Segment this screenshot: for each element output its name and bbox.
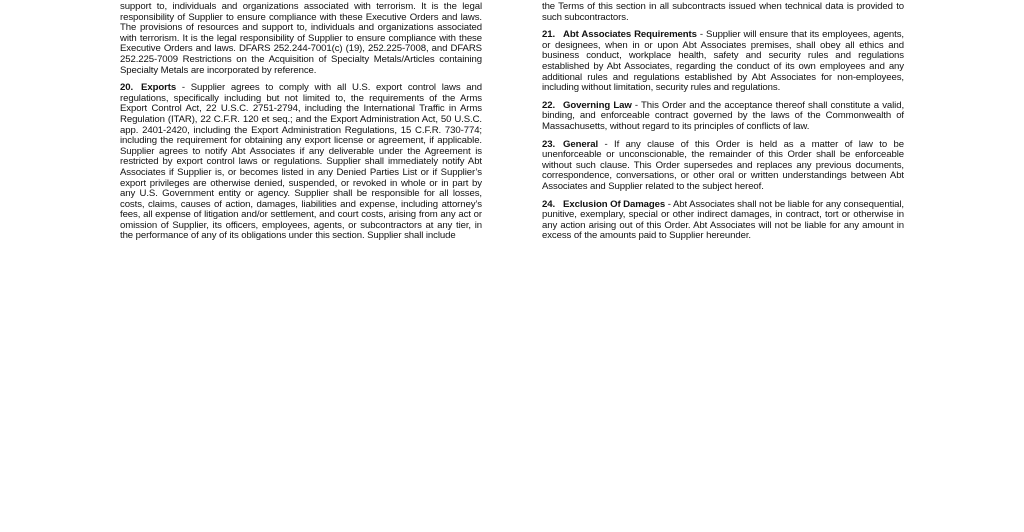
section-22-governing-law [542, 101, 904, 133]
section-heading: Governing Law [563, 99, 632, 111]
section-text: - If any clause of this Order is held as a matter of law to be unenforceable or unconscionable, the remainder of this Order shall be enforceable without such clause. This Order supersedes and replaces any previous documents, correspondence, conversations, or other oral or written understandings between Abt Associates and Supplier related to the subject hereof. [542, 138, 904, 192]
continued-paragraph [120, 2, 482, 76]
section-text: - This Order and the acceptance thereof shall constitute a valid, binding, and enforceable contract governed by the laws of the Commonwealth of Massachusetts, without regard to its principles of conflicts of law. [542, 99, 905, 132]
section-heading: Abt Associates Requirements [563, 29, 697, 41]
section-20-exports [120, 83, 482, 242]
section-text: - Abt Associates shall not be liable for any consequential, punitive, exemplary, special or other indirect damages, in contract, tort or otherwise in any action arising out of this Order. Abt Associates will not be liable for any amount in excess of the amounts paid to Supplier hereunder. [542, 198, 904, 242]
section-number: 20. [120, 82, 134, 94]
left-column [120, 2, 482, 249]
section-23-general [542, 140, 904, 193]
section-number: 21. [542, 29, 556, 41]
section-heading: General [563, 138, 599, 150]
section-heading: Exports [141, 82, 177, 94]
continued-paragraph [542, 2, 904, 23]
section-text: - Supplier agrees to comply with all U.S. export control laws and regulations, specifically including but not limited to, the requirements of the Arms Export Control Act, 22 U.S.C. 2751-2794, including the International Traffic in Arms Regulation (ITAR), 22 C.F.R. 120 et seq.; and the Export Administration Act, 50 U.S.C. app. 2401-2420, including the Export Administration Regulations, 15 C.F.R. 730-774; including the requirement for obtaining any export license or agreement, if applicable. Supplier agrees to notify Abt Associates if any deliverable under the Agreement is restricted by export control laws or regulations. Supplier shall immediately notify Abt Associates if Supplier is, or becomes listed in any Denied Parties List or if Supplier’s export privileges are otherwise denied, suspended, or revoked in whole or in part by any U.S. Government entity or agency. Supplier shall be responsible for all losses, costs, claims, causes of action, damages, liabilities and expense, including attorney’s fees, all expense of litigation and/or settlement, and court costs, arising from any act or omission of Supplier, its officers, employees, agents, or subcontractors at any tier, in the performance of any of its obligations under this section. Supplier shall include [120, 82, 482, 242]
section-number: 24. [542, 198, 556, 210]
section-number: 23. [542, 138, 556, 150]
section-text: - Supplier will ensure that its employees, agents, or designees, when in or upon Abt Associates premises, shall obey all ethics and business conduct, workplace health, safety and security rules and regulations established by Abt Associates, regarding the conduct of its own employees and any additional rules and regulations established by Abt Associates for non-employees, including without limitation, security rules and regulations. [542, 29, 904, 94]
section-21-abt-requirements [542, 30, 904, 94]
paragraph-text: the Terms of this section in all subcontracts issued when technical data is provided to such subcontractors. [542, 1, 904, 23]
section-24-exclusion-of-damages [542, 200, 904, 242]
section-number: 22. [542, 99, 556, 111]
right-column [542, 2, 904, 249]
paragraph-text: support to, individuals and organizations associated with terrorism. It is the legal responsibility of Supplier to ensure compliance with these Executive Orders and laws. The provisions of resources and support to, individuals and organizations associated with terrorism. It is the legal responsibility of Supplier to ensure compliance with these Executive Orders and laws. DFARS 252.244-7001(c) (19), 252.225-7008, and DFARS 252.225-7009 Restrictions on the Acquisition of Specialty Metals/Articles containing Specialty Metals are incorporated by reference. [120, 1, 482, 76]
section-heading: Exclusion Of Damages [563, 198, 666, 210]
